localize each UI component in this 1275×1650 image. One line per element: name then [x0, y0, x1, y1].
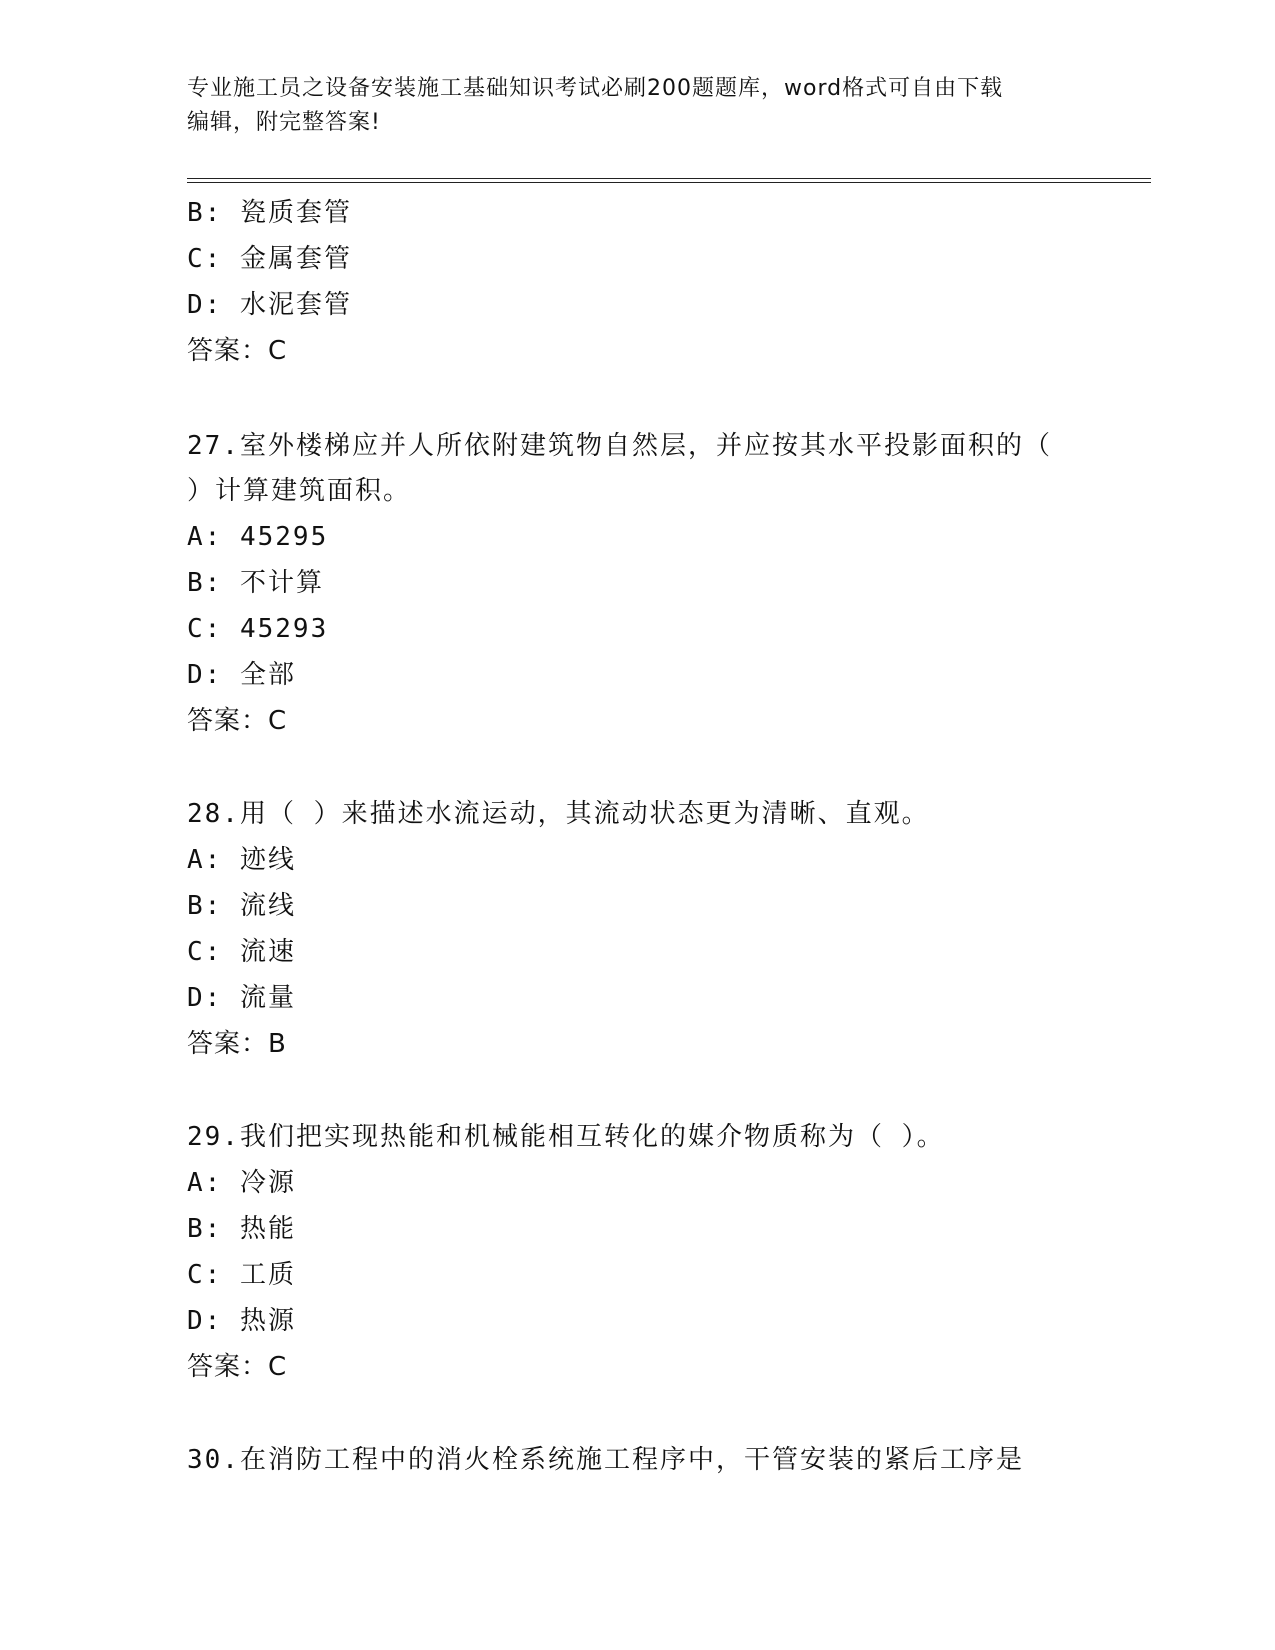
option-d: D: 全部: [187, 660, 296, 690]
question-stem-line: 27.室外楼梯应并人所依附建筑物自然层，并应按其水平投影面积的（: [187, 431, 1052, 461]
header-divider-top: [187, 178, 1151, 179]
answer-line: 答案：C: [187, 1352, 288, 1382]
answer-line: 答案：B: [187, 1029, 287, 1059]
option-d: D: 流量: [187, 983, 296, 1013]
header-title-line-1: 专业施工员之设备安装施工基础知识考试必刷200题题库，word格式可自由下载: [187, 76, 1004, 101]
question-26-continued: [187, 190, 1107, 374]
question-stem-line: 29.我们把实现热能和机械能相互转化的媒介物质称为（ ）。: [187, 1122, 945, 1152]
option-d: D: 热源: [187, 1306, 296, 1336]
option-c: C: 45293: [187, 614, 329, 644]
question-28: [187, 792, 1107, 1067]
question-27: [187, 424, 1107, 744]
option-a: A: 迹线: [187, 845, 296, 875]
answer-line: 答案：C: [187, 706, 288, 736]
option-d: D: 水泥套管: [187, 290, 352, 320]
option-b: B: 流线: [187, 891, 296, 921]
document-header: [187, 72, 1067, 140]
answer-line: 答案：C: [187, 336, 288, 366]
option-c: C: 金属套管: [187, 244, 352, 274]
header-divider-bottom: [187, 182, 1151, 183]
option-b: B: 不计算: [187, 568, 324, 598]
question-content: [187, 190, 1107, 1483]
option-a: A: 45295: [187, 522, 329, 552]
question-stem-line: ）计算建筑面积。: [187, 476, 412, 506]
spacer: [187, 1067, 1107, 1115]
question-29: [187, 1115, 1107, 1390]
spacer: [187, 1390, 1107, 1438]
question-30: [187, 1438, 1107, 1483]
option-b: B: 瓷质套管: [187, 198, 352, 228]
option-c: C: 流速: [187, 937, 296, 967]
spacer: [187, 374, 1107, 424]
question-stem-line: 28.用（ ）来描述水流运动，其流动状态更为清晰、直观。: [187, 799, 930, 829]
option-a: A: 冷源: [187, 1168, 296, 1198]
option-b: B: 热能: [187, 1214, 296, 1244]
spacer: [187, 744, 1107, 792]
option-c: C: 工质: [187, 1260, 296, 1290]
header-title-line-2: 编辑，附完整答案!: [187, 110, 381, 135]
question-stem-line: 30.在消防工程中的消火栓系统施工程序中，干管安装的紧后工序是: [187, 1445, 1024, 1475]
